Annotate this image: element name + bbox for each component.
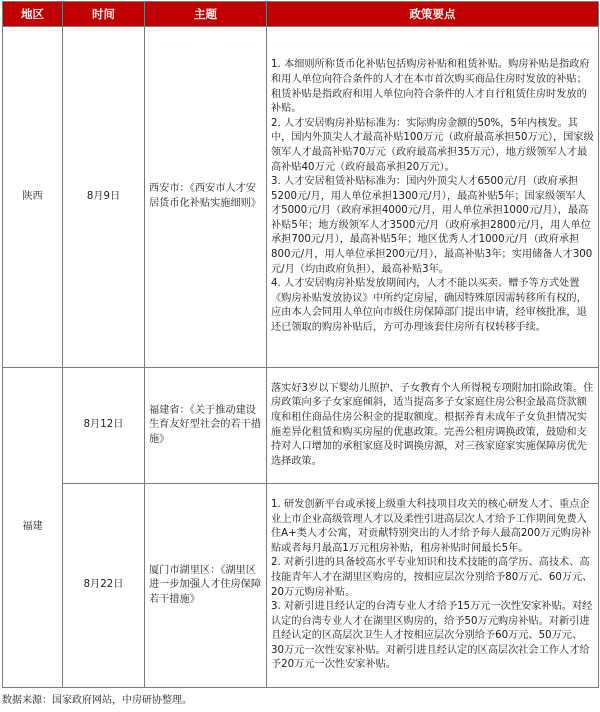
table-row (3, 27, 599, 368)
policy-point: 3. 对新引进且经认定的台湾专业人才给予15万元一次性安家补贴。对经认定的台湾专业人才在湖里区购房的，给予50万元购房补贴。对新引进且经认定的区高层次卫生人才按相应层次分别给予60万元、50万元、30万元一次性安家补贴。对新引进且经认定的区高层次社会工作人才给予20万元一次性安家补贴。 (271, 601, 593, 671)
policy-point: 落实好3岁以下婴幼儿照护、子女教育个人所得税专项附加扣除政策。住房政策向多子女家庭倾斜，适当提高多子女家庭住房公积金最高贷款额度和租住商品住房公积金的提取额度。根据养育未成年子女负担情况实施差异化租赁和购买房屋的优惠政策。完善公租房调换政策，鼓励和支持对人口增加的承租家庭及时调换房源，对三孩家庭家实施保障房优先选择政策。 (271, 382, 594, 467)
time-cell: 8月12日 (63, 368, 145, 484)
theme-cell: 厦门市湖里区：《湖里区进一步加强人才住房保障若干措施》 (145, 484, 267, 688)
header-policy-points: 政策要点 (267, 2, 599, 27)
table-row (3, 368, 599, 484)
policy-table (2, 1, 599, 688)
header-region: 地区 (3, 2, 63, 27)
policy-point: 3. 人才安居租赁补贴标准为：国内外顶尖人才6500元/月（政府承担5200元/月，用人单位承担1300元/月），最高补贴5年；国家级领军人才5000元/月（政府承担4000元/月，用人单位承担1000元/月），最高补贴5年；地方级领军人才3500元/月（政府承担2800元/月，用人单位承担700元/月），最高补贴5年；地区优秀人才1000元/月（政府承担800元/月，用人单位承担200元/月），最高补贴3年；实用储备人才300元/月（均由政府负担），最高补贴3年。 (271, 176, 593, 275)
time-cell: 8月9日 (63, 27, 145, 368)
policy-point: 1. 本细则所称货币化补贴包括购房补贴和租赁补贴。购房补贴是指政府和用人单位向符合条件的人才在本市首次购买商品住房时发放的补贴；租赁补贴是指政府和用人单位向符合条件的人才自行租赁住房时发放的补贴。 (271, 59, 590, 115)
header-time: 时间 (63, 2, 145, 27)
policy-point: 4. 人才安居购房补贴发放期间内，人才不能以买卖、赠予等方式处置《购房补贴发放协议》中所约定房屋，确因特殊原因需转移所有权的，应由本人会同用人单位向市级住房保障部门提出申请，经审核批准，退还已领取的购房补贴后，方可办理该套住房所有权转移手续。 (271, 278, 587, 334)
policy-point: 2. 人才安居购房补贴标准为：实际购房金额的50%，5年内核发。其中，国内外顶尖人才最高补贴100万元（政府最高承担50万元），国家级领军人才最高补贴70万元（政府最高承担35万元），地方级领军人才最高补贴40万元（政府最高承担20万元）。 (271, 117, 594, 173)
policy-points-cell (267, 484, 599, 688)
region-cell: 陕西 (3, 27, 63, 368)
policy-point: 1. 研发创新平台或承接上级重大科技项目攻关的核心研发人才、重点企业上市企业高级管理人才以及柔性引进高层次人才给予工作期间免费入住A+类人才公寓，对贡献特别突出的人才给予每人最高200万元购房补贴或者每月最高1万元租房补贴，租房补贴时间最长5年。 (271, 498, 592, 554)
region-cell: 福建 (3, 368, 63, 688)
policy-points-cell (267, 27, 599, 368)
theme-cell: 福建省：《关于推动建设生育友好型社会的若干措施》 (145, 368, 267, 484)
header-theme: 主题 (145, 2, 267, 27)
table-header-row (3, 2, 599, 27)
policy-point: 2. 对新引进的具备较高水平专业知识和技术技能的高学历、高技术、高技能青年人才在湖里区购房的，按相应层次分别给予80万元、60万元、20万元购房补贴。 (271, 557, 593, 598)
source-note: 数据来源：国家政府网站，中房研协整理。 (2, 695, 192, 706)
time-cell: 8月22日 (63, 484, 145, 688)
table-row (3, 484, 599, 688)
theme-cell: 西安市：《西安市人才安居货币化补贴实施细则》 (145, 27, 267, 368)
policy-points-cell (267, 368, 599, 484)
